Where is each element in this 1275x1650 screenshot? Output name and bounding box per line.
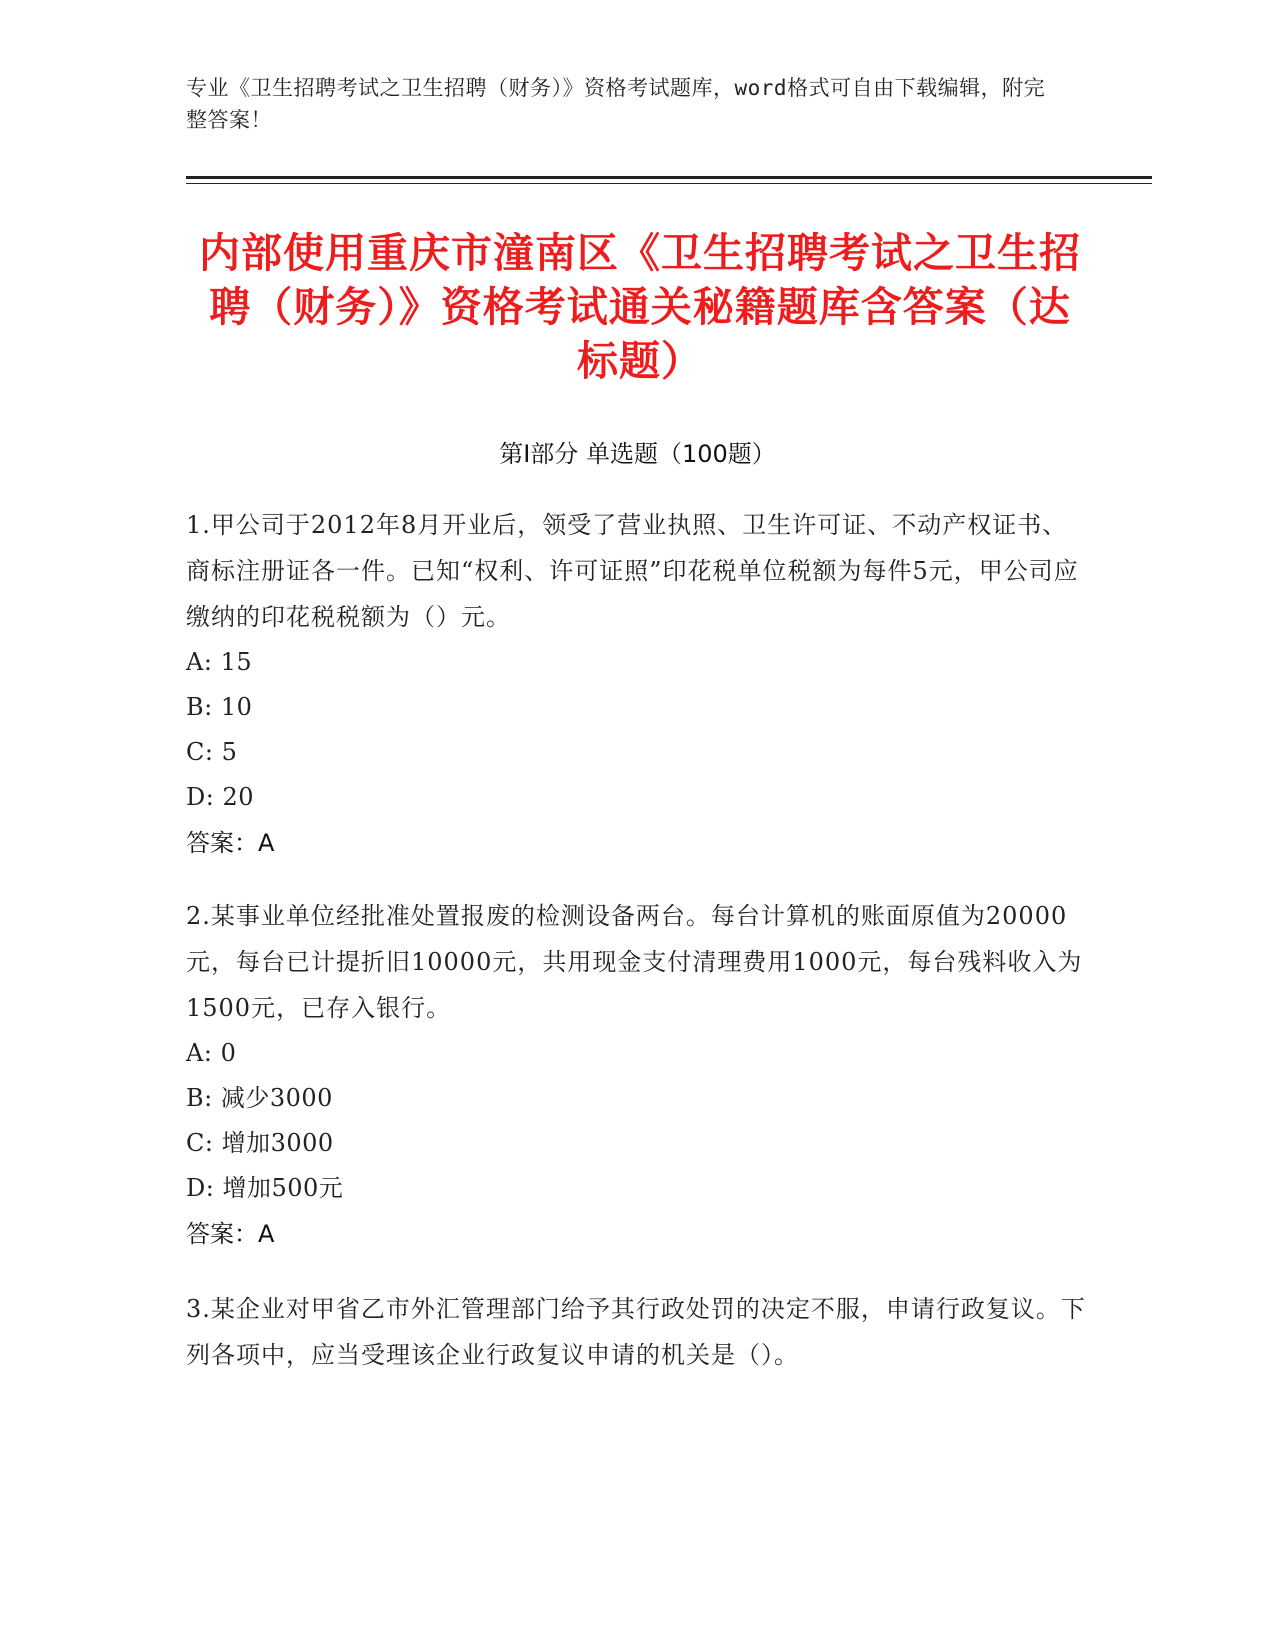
- question-stem: 2.某事业单位经批准处置报废的检测设备两台。每台计算机的账面原值为20000元，每台已计提折旧10000元，共用现金支付清理费用1000元，每台残料收入为1500元，已存入银行。: [186, 902, 1083, 1022]
- question-1: [186, 502, 1086, 866]
- option-b: [186, 685, 1086, 730]
- header-divider-thin: [186, 183, 1152, 184]
- option-text: 减少3000: [220, 1084, 333, 1112]
- option-text: 5: [221, 738, 238, 766]
- option-text: 0: [220, 1039, 237, 1067]
- option-separator: :: [203, 1039, 221, 1067]
- answer-line: 答案：A: [186, 829, 275, 857]
- question-3: [186, 1286, 1086, 1378]
- header-divider: [186, 176, 1152, 179]
- question-2: [186, 893, 1086, 1257]
- option-key: C: [186, 1129, 205, 1157]
- option-d: [186, 775, 1086, 820]
- option-separator: :: [205, 1174, 223, 1202]
- option-separator: :: [204, 693, 221, 721]
- answer-line: 答案：A: [186, 1220, 275, 1248]
- option-key: A: [186, 1039, 204, 1067]
- document-title: 内部使用重庆市潼南区《卫生招聘考试之卫生招聘（财务）》资格考试通关秘籍题库含答案（达标题）: [199, 229, 1081, 385]
- option-c: [186, 730, 1086, 775]
- option-key: D: [186, 1174, 206, 1202]
- option-text: 增加500元: [222, 1174, 344, 1202]
- option-d: [186, 1166, 1086, 1211]
- option-text: 15: [220, 648, 253, 676]
- option-text: 20: [222, 783, 255, 811]
- option-separator: :: [204, 738, 222, 766]
- option-key: A: [186, 648, 204, 676]
- option-separator: :: [204, 1084, 221, 1112]
- option-key: C: [186, 738, 205, 766]
- option-a: [186, 640, 1086, 685]
- option-text: 增加3000: [221, 1129, 334, 1157]
- option-text: 10: [220, 693, 253, 721]
- question-stem: 3.某企业对甲省乙市外汇管理部门给予其行政处罚的决定不服，申请行政复议。下列各项中，应当受理该企业行政复议申请的机关是（）。: [186, 1295, 1086, 1369]
- question-stem: 1.甲公司于2012年8月开业后，领受了营业执照、卫生许可证、不动产权证书、商标注册证各一件。已知“权利、许可证照”印花税单位税额为每件5元，甲公司应缴纳的印花税税额为（）元。: [186, 511, 1079, 631]
- section-title: 第Ⅰ部分 单选题（100题）: [499, 440, 776, 468]
- option-a: [186, 1031, 1086, 1076]
- option-separator: :: [204, 1129, 222, 1157]
- option-separator: :: [205, 783, 223, 811]
- option-key: D: [186, 783, 206, 811]
- header-note: 专业《卫生招聘考试之卫生招聘（财务）》资格考试题库，word格式可自由下载编辑，附完整答案！: [186, 76, 1046, 132]
- option-key: B: [186, 693, 205, 721]
- option-c: [186, 1121, 1086, 1166]
- option-separator: :: [203, 648, 221, 676]
- option-b: [186, 1076, 1086, 1121]
- option-key: B: [186, 1084, 205, 1112]
